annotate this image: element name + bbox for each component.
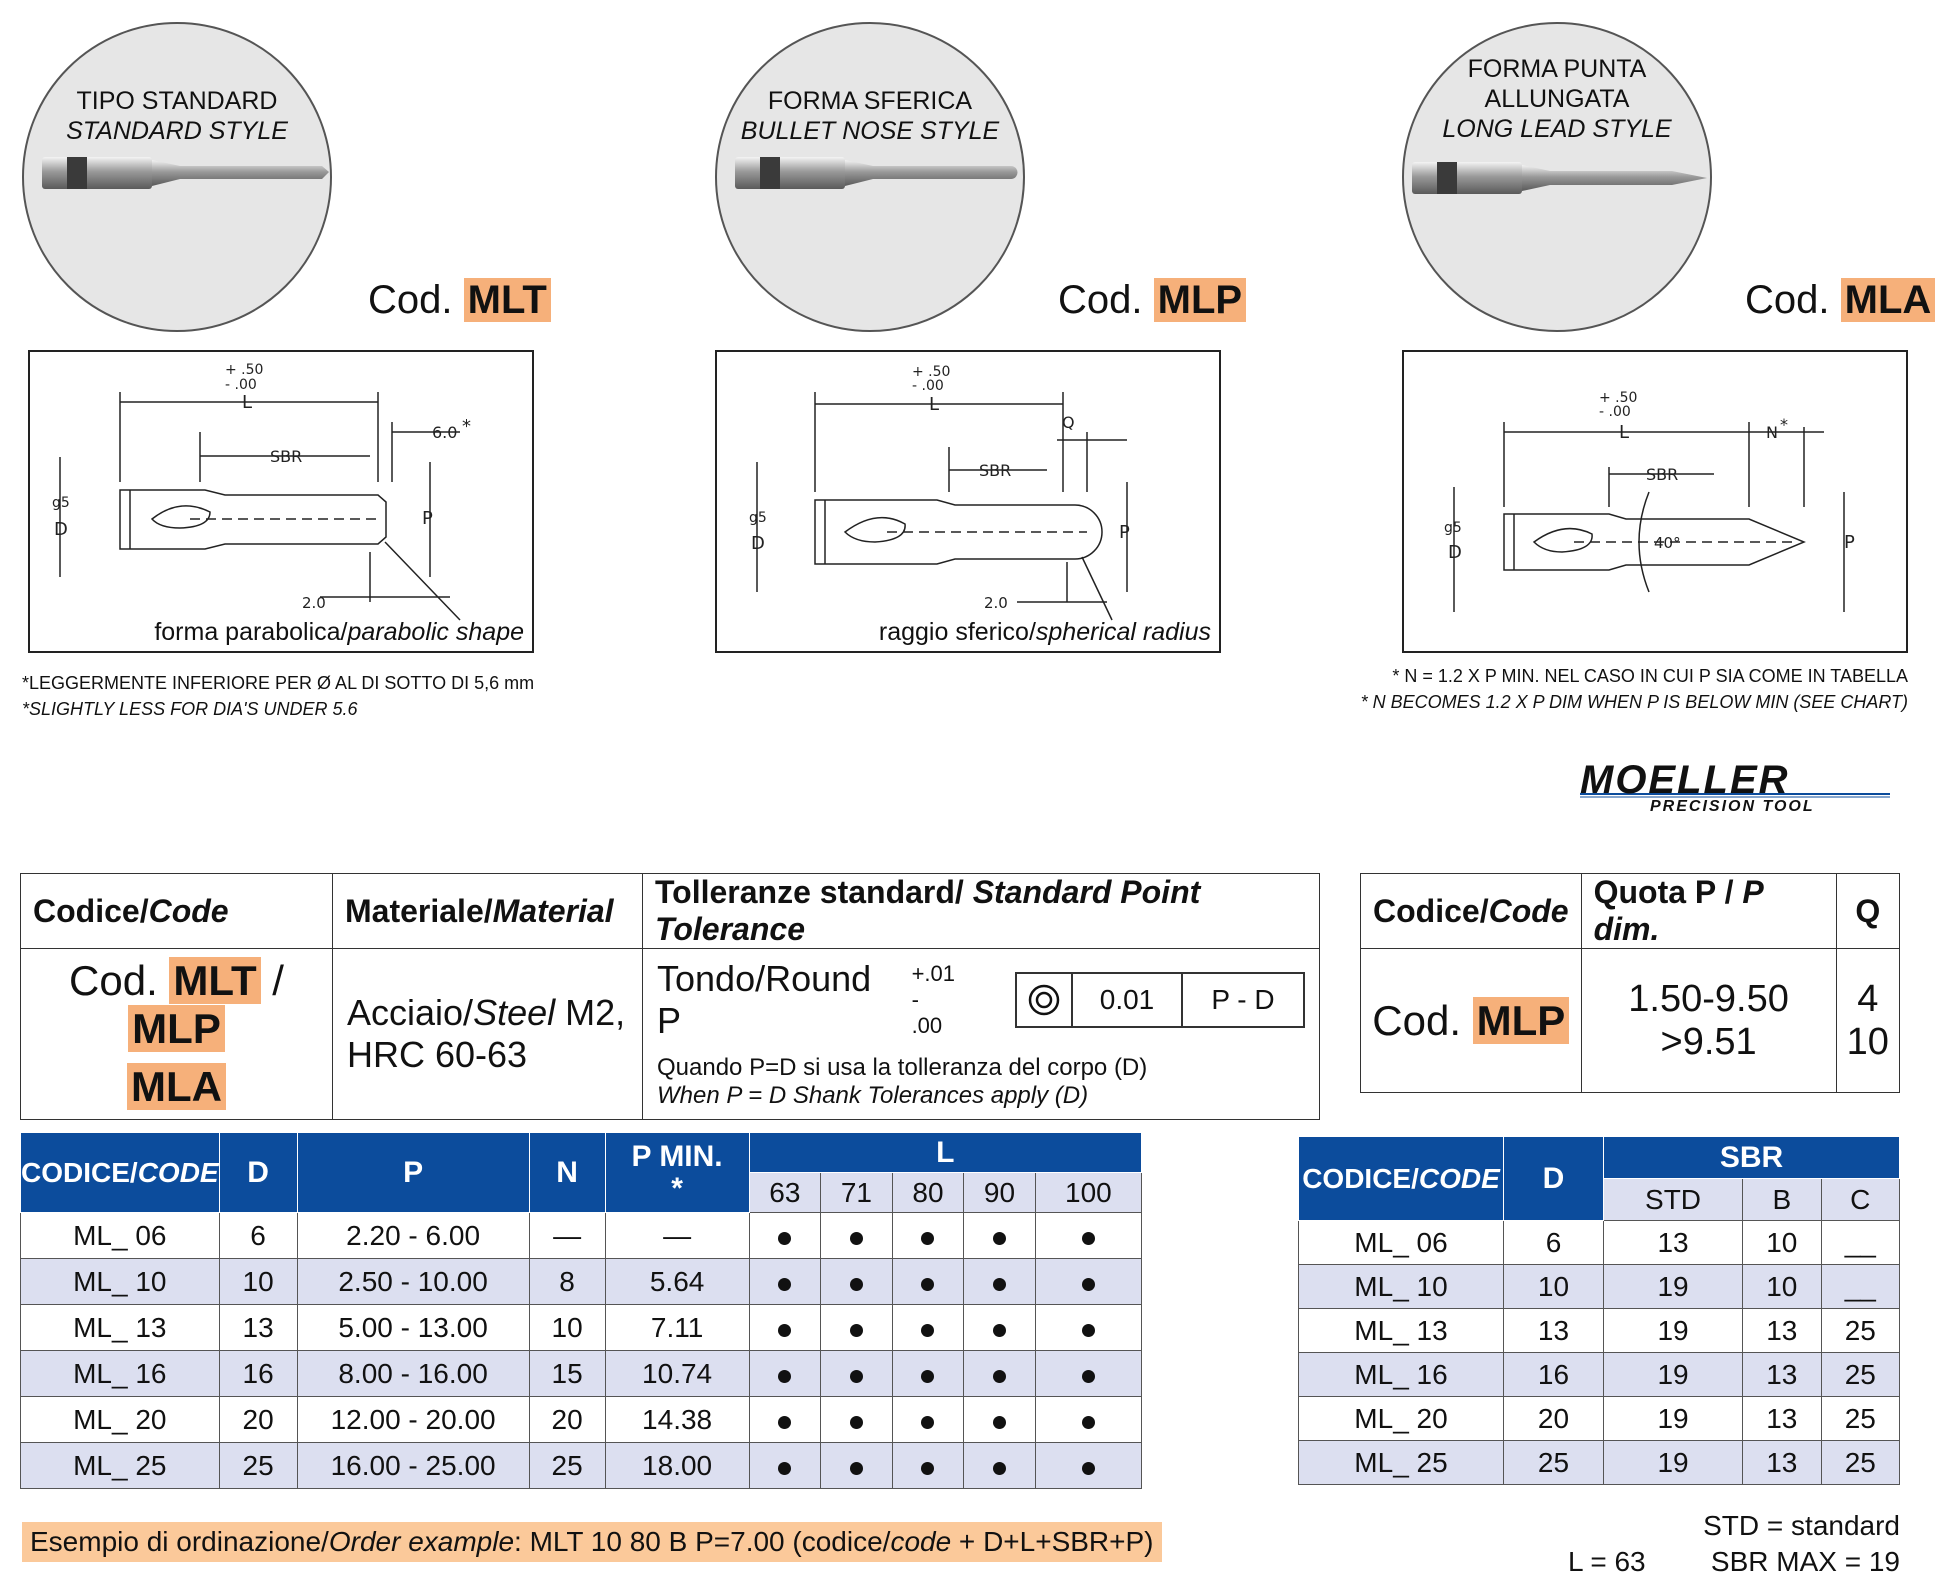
dim-p: P (1119, 522, 1130, 543)
tolerance-frame: 0.01 P - D (1015, 972, 1305, 1028)
table-row: ML_ 25 25 16.00 - 25.00 25 18.00 (21, 1443, 1142, 1489)
dim-tip: 6.0 (432, 423, 458, 442)
info-table (20, 873, 1320, 1120)
dim-p: P (422, 508, 433, 529)
header-l-80: 80 (892, 1173, 964, 1213)
available-dot (778, 1416, 791, 1429)
legend-std: STD = standard (1703, 1510, 1900, 1541)
dim-g5: g5 (749, 510, 767, 526)
table-row: ML_ 16 16 8.00 - 16.00 15 10.74 (21, 1351, 1142, 1397)
drawing-long-lead (1402, 350, 1908, 653)
dim-2: 2.0 (302, 594, 326, 612)
available-dot (921, 1324, 934, 1337)
dim-g5: g5 (1444, 520, 1462, 536)
dim-n: N (1766, 423, 1778, 442)
pin-long-lead-icon (1402, 22, 1712, 332)
order-example: Esempio di ordinazione/Order example: MLT 10 80 B P=7.00 (codice/code + D+L+SBR+P) (22, 1522, 1162, 1562)
logo-name: MOELLER (1580, 758, 1790, 802)
header-material: Materiale/Material (333, 874, 643, 949)
table-row: ML_ 10 10 19 10 __ (1299, 1265, 1900, 1309)
header-l-71: 71 (821, 1173, 893, 1213)
available-dot (1082, 1462, 1095, 1475)
available-dot (921, 1278, 934, 1291)
mlp-table (1360, 873, 1900, 1093)
header-b: B (1743, 1179, 1821, 1221)
header-p-dim: Quota P / P dim. (1581, 874, 1836, 949)
tol-plus: + .50 (1599, 390, 1638, 406)
header-d: D (219, 1133, 297, 1213)
dim-sbr: SBR (979, 461, 1012, 480)
dim-d: D (54, 519, 68, 540)
dim-l: L (929, 394, 940, 415)
table-row: ML_ 13 13 5.00 - 13.00 10 7.11 (21, 1305, 1142, 1351)
available-dot (778, 1232, 791, 1245)
logo (1560, 760, 1900, 820)
drawing-caption: forma parabolica/parabolic shape (154, 618, 524, 646)
legend-l: L = 63 (1568, 1546, 1646, 1577)
logo-sub: PRECISION TOOL (1650, 798, 1815, 815)
header-std: STD (1604, 1179, 1743, 1221)
available-dot (1082, 1278, 1095, 1291)
dim-l: L (242, 392, 253, 413)
circle-title: FORMA SFERICA BULLET NOSE STYLE (740, 87, 1000, 145)
available-dot (993, 1324, 1006, 1337)
table-row: ML_ 13 13 19 13 25 (1299, 1309, 1900, 1353)
available-dot (1082, 1370, 1095, 1383)
circle-title: TIPO STANDARD STANDARD STYLE (66, 87, 288, 145)
table-row: ML_ 10 10 2.50 - 10.00 8 5.64 (21, 1259, 1142, 1305)
dim-tip-mark: * (462, 416, 471, 437)
available-dot (1082, 1232, 1095, 1245)
dim-q: Q (1062, 413, 1075, 432)
header-l-63: 63 (749, 1173, 821, 1213)
drawing-bullet-nose-svg (717, 352, 1223, 655)
code-label-mla: Cod. MLA (1745, 278, 1935, 323)
available-dot (850, 1462, 863, 1475)
tol-minus: - .00 (1599, 404, 1631, 420)
drawing-long-lead-svg (1404, 352, 1910, 655)
table-row: ML_ 06 6 2.20 - 6.00 — — (21, 1213, 1142, 1259)
pin-standard-icon (22, 22, 332, 332)
header-l-90: 90 (964, 1173, 1036, 1213)
style-circle-long-lead (1402, 22, 1712, 332)
legend-sbr-max: SBR MAX = 19 (1710, 1546, 1900, 1577)
drawing-standard-svg (30, 352, 536, 655)
available-dot (1082, 1416, 1095, 1429)
header-p: P (297, 1133, 529, 1213)
header-code: Codice/Code (1361, 874, 1582, 949)
available-dot (993, 1232, 1006, 1245)
available-dot (1082, 1324, 1095, 1337)
header-pmin: P MIN. * (605, 1133, 749, 1213)
dim-n-mark: * (1780, 415, 1788, 434)
drawing-bullet-nose (715, 350, 1221, 653)
available-dot (921, 1370, 934, 1383)
header-q: Q (1836, 874, 1899, 949)
note-left: *LEGGERMENTE INFERIORE PER Ø AL DI SOTTO DI 5,6 mm *SLIGHTLY LESS FOR DIA'S UNDER 5.6 (22, 673, 535, 719)
dim-angle: 40° (1654, 534, 1681, 552)
available-dot (850, 1416, 863, 1429)
available-dot (850, 1232, 863, 1245)
header-code: CODICE/CODE (21, 1133, 220, 1213)
concentricity-icon (1027, 983, 1061, 1017)
table-row: ML_ 20 20 19 13 25 (1299, 1397, 1900, 1441)
drawing-caption: raggio sferico/spherical radius (878, 618, 1211, 646)
dim-d: D (1448, 542, 1462, 563)
table-row: ML_ 25 25 19 13 25 (1299, 1441, 1900, 1485)
dim-p: P (1844, 532, 1855, 553)
available-dot (778, 1462, 791, 1475)
main-table (20, 1132, 1142, 1489)
tolerance-cell: Tondo/Round P +.01 - .00 0.01 P - D Quando P=D si usa la tolleranza del corpo (D) When P = D Shank Tolerances apply (D) (643, 949, 1320, 1120)
available-dot (778, 1278, 791, 1291)
tol-minus: - .00 (225, 377, 257, 393)
note-right: * N = 1.2 X P MIN. NEL CASO IN CUI P SIA COME IN TABELLA * N BECOMES 1.2 X P DIM WHEN P IS BELOW MIN (SEE CHART) (1360, 666, 1908, 712)
tol-plus: + .50 (225, 362, 264, 378)
available-dot (993, 1278, 1006, 1291)
dim-g5: g5 (52, 495, 70, 511)
header-sbr: SBR (1604, 1137, 1900, 1179)
dim-l: L (1619, 422, 1630, 443)
header-code: CODICE/CODE (1299, 1137, 1504, 1221)
table-row: ML_ 20 20 12.00 - 20.00 20 14.38 (21, 1397, 1142, 1443)
mlp-code-cell: Cod. MLP (1361, 949, 1582, 1093)
available-dot (993, 1416, 1006, 1429)
codes-cell: Cod. MLT / MLP MLA (21, 949, 333, 1120)
available-dot (778, 1370, 791, 1383)
mlp-q-cell: 4 10 (1836, 949, 1899, 1093)
available-dot (993, 1462, 1006, 1475)
circle-title: FORMA PUNTA ALLUNGATA LONG LEAD STYLE (1442, 55, 1672, 143)
available-dot (921, 1462, 934, 1475)
table-row: ML_ 16 16 19 13 25 (1299, 1353, 1900, 1397)
header-d: D (1504, 1137, 1604, 1221)
code-label-mlp: Cod. MLP (1058, 278, 1246, 323)
table-row: ML_ 06 6 13 10 __ (1299, 1221, 1900, 1265)
available-dot (778, 1324, 791, 1337)
style-circle-standard (22, 22, 332, 332)
header-tolerance: Tolleranze standard/ Standard Point Tolerance (643, 874, 1320, 949)
style-circle-bullet-nose (715, 22, 1025, 332)
dim-sbr: SBR (1646, 465, 1679, 484)
available-dot (850, 1278, 863, 1291)
dim-sbr: SBR (270, 447, 303, 466)
header-l: L (749, 1133, 1141, 1173)
tol-plus: + .50 (912, 364, 951, 380)
mlp-p-cell: 1.50-9.50 >9.51 (1581, 949, 1836, 1093)
tol-minus: - .00 (912, 378, 944, 394)
header-l-100: 100 (1035, 1173, 1141, 1213)
dim-d: D (751, 533, 765, 554)
available-dot (850, 1370, 863, 1383)
material-cell: Acciaio/Steel M2, HRC 60-63 (333, 949, 643, 1120)
code-label-mlt: Cod. MLT (368, 278, 551, 323)
header-c: C (1821, 1179, 1899, 1221)
dim-2: 2.0 (984, 594, 1008, 612)
available-dot (850, 1324, 863, 1337)
available-dot (993, 1370, 1006, 1383)
sbr-table (1298, 1136, 1900, 1485)
available-dot (921, 1232, 934, 1245)
header-code: Codice/Code (21, 874, 333, 949)
drawing-standard (28, 350, 534, 653)
header-n: N (529, 1133, 605, 1213)
pin-bullet-nose-icon (715, 22, 1025, 332)
available-dot (921, 1416, 934, 1429)
